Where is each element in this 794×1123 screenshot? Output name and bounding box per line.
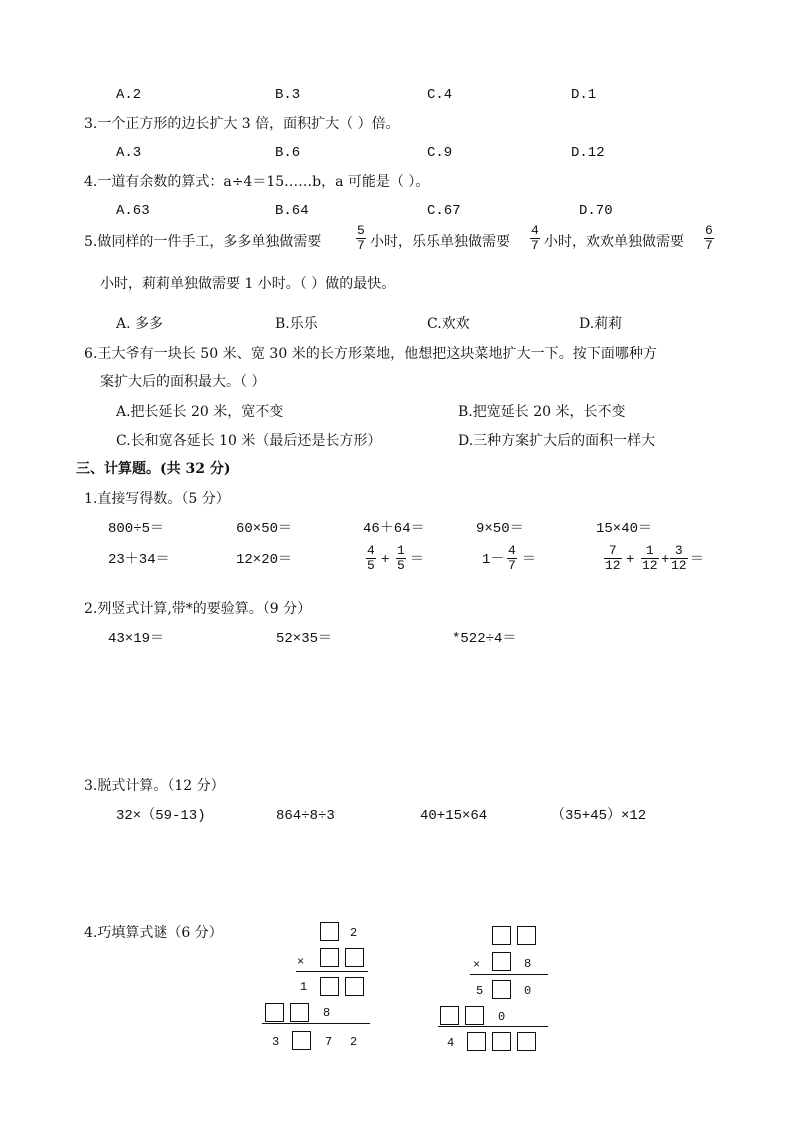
calc10-frac-c-den: 12 (671, 558, 687, 573)
calc10-frac-a (604, 544, 622, 573)
puzzle-left-blank[interactable] (320, 948, 339, 967)
q5-fraction-2-num: 4 (531, 223, 539, 238)
puzzle-left-partial2-digit: 8 (323, 1006, 331, 1020)
calc10-equals: ＝ (690, 552, 704, 568)
q6-option-d: D.三种方案扩大后的面积一样大 (458, 433, 656, 449)
calc9-frac-num: 4 (508, 543, 516, 558)
q3-stem: 3.一个正方形的边长扩大 3 倍，面积扩大（ ）倍。 (84, 116, 400, 132)
puzzle-left-partial1-lead: 1 (300, 980, 308, 994)
stepwise-calc-4: （35+45）×12 (551, 808, 647, 824)
calc10-frac-a-den: 12 (605, 558, 621, 573)
calc10-frac-b-den: 12 (642, 558, 658, 573)
q5-stem-part1: 5.做同样的一件手工，多多单独做需要 (84, 234, 322, 250)
q3-option-b: B.6 (275, 145, 301, 161)
stepwise-calc-3: 40+15×64 (420, 808, 488, 824)
calc8-frac-b-den: 5 (397, 558, 405, 573)
puzzle-left-blank[interactable] (345, 977, 364, 996)
q6-stem-line1: 6.王大爷有一块长 50 米、宽 30 米的长方形菜地，他想把这块菜地扩大一下。按下面哪种方 (84, 346, 658, 362)
part4-title: 4.巧填算式谜（6 分） (84, 925, 223, 941)
calc10-op1: + (626, 552, 635, 568)
stepwise-calc-2: 864÷8÷3 (276, 808, 335, 824)
puzzle-right-partial1-tail: 0 (524, 984, 532, 998)
puzzle-right-blank[interactable] (465, 1006, 484, 1025)
mental-calc-3: 46＋64＝ (363, 521, 425, 537)
calc9-frac-den: 7 (508, 558, 516, 573)
calc10-op2: + (661, 552, 670, 568)
q2-option-d: D.1 (571, 87, 597, 103)
q3-option-c: C.9 (427, 145, 453, 161)
vertical-calc-3: *522÷4＝ (452, 631, 517, 647)
calc8-frac-b-num: 1 (397, 543, 405, 558)
q4-stem: 4.一道有余数的算式：a÷4＝15……b，a 可能是（ ）。 (84, 174, 430, 190)
q6-option-b: B.把宽延长 20 米，长不变 (458, 404, 626, 420)
q5-option-b: B.乐乐 (275, 316, 318, 332)
calc8-op: + (381, 552, 390, 568)
q5-fraction-2-den: 7 (531, 238, 539, 253)
mental-calc-5: 15×40＝ (596, 521, 653, 537)
q5-fraction-3-den: 7 (705, 238, 713, 253)
puzzle-right-result-lead: 4 (447, 1036, 455, 1050)
puzzle-left-times: × (297, 955, 305, 969)
q5-fraction-2 (530, 224, 540, 253)
q5-option-a: A. 多多 (116, 316, 164, 332)
calc9-equals: ＝ (522, 552, 536, 568)
puzzle-left-blank[interactable] (292, 1031, 311, 1050)
puzzle-left-blank[interactable] (320, 977, 339, 996)
mental-calc-7: 12×20＝ (236, 552, 293, 568)
q5-fraction-1-num: 5 (357, 223, 365, 238)
puzzle-left-blank[interactable] (265, 1003, 284, 1022)
puzzle-left-top-digit: 2 (350, 926, 358, 940)
q5-fraction-1 (356, 224, 366, 253)
q6-stem-line2: 案扩大后的面积最大。（ ） (100, 374, 266, 390)
q5-option-c: C.欢欢 (427, 316, 470, 332)
puzzle-left-rule-1 (296, 971, 368, 972)
puzzle-right-rule-1 (470, 974, 548, 975)
puzzle-right-blank[interactable] (492, 926, 511, 945)
q2-option-b: B.3 (275, 87, 301, 103)
puzzle-left-result-2: 7 (325, 1035, 333, 1049)
q5-stem-part2: 小时，乐乐单独做需要 (370, 234, 510, 250)
puzzle-left-blank[interactable] (345, 948, 364, 967)
puzzle-right-mult-digit: 8 (524, 957, 532, 971)
puzzle-right-blank[interactable] (517, 926, 536, 945)
q5-stem-line2: 小时，莉莉单独做需要 1 小时。（ ）做的最快。 (100, 276, 396, 292)
part1-title: 1.直接写得数。（5 分） (84, 491, 230, 507)
calc10-frac-c-num: 3 (674, 543, 683, 558)
calc10-frac-a-num: 7 (608, 543, 617, 558)
q3-option-d: D.12 (571, 145, 605, 161)
mental-calc-1: 800÷5＝ (108, 521, 165, 537)
part2-title: 2.列竖式计算,带*的要验算。（9 分） (84, 601, 312, 617)
q4-option-a: A.63 (116, 203, 150, 219)
q5-option-d: D.莉莉 (579, 316, 623, 332)
calc9-lead: 1－ (482, 552, 505, 568)
section3-title: 三、计算题。(共 32 分) (76, 461, 231, 477)
calc8-frac-a-num: 4 (367, 543, 375, 558)
q5-stem-part3: 小时，欢欢单独做需要 (544, 234, 684, 250)
vertical-calc-2: 52×35＝ (276, 631, 333, 647)
q6-option-a: A.把长延长 20 米，宽不变 (116, 404, 284, 420)
calc10-frac-b (641, 544, 659, 573)
puzzle-right-rule-2 (438, 1026, 548, 1027)
q2-option-a: A.2 (116, 87, 142, 103)
puzzle-right-blank[interactable] (492, 952, 511, 971)
q5-fraction-3-num: 6 (705, 223, 713, 238)
q4-option-b: B.64 (275, 203, 309, 219)
calc8-frac-b (396, 544, 406, 573)
puzzle-right-partial1-lead: 5 (476, 984, 484, 998)
puzzle-left-blank[interactable] (320, 922, 339, 941)
puzzle-right-blank[interactable] (467, 1032, 486, 1051)
mental-calc-4: 9×50＝ (476, 521, 524, 537)
q4-option-d: D.70 (579, 203, 613, 219)
q2-option-c: C.4 (427, 87, 453, 103)
puzzle-left-result-3: 2 (350, 1035, 358, 1049)
mental-calc-6: 23＋34＝ (108, 552, 170, 568)
calc10-frac-b-num: 1 (645, 543, 654, 558)
puzzle-right-blank[interactable] (492, 980, 511, 999)
q3-option-a: A.3 (116, 145, 142, 161)
puzzle-left-result-1: 3 (272, 1035, 280, 1049)
q6-option-c: C.长和宽各延长 10 米（最后还是长方形） (116, 433, 382, 449)
puzzle-right-times: × (473, 958, 481, 972)
vertical-calc-1: 43×19＝ (108, 631, 165, 647)
puzzle-left-blank[interactable] (290, 1003, 309, 1022)
q4-option-c: C.67 (427, 203, 461, 219)
mental-calc-2: 60×50＝ (236, 521, 293, 537)
calc9-frac (507, 544, 517, 573)
q5-fraction-3 (704, 224, 714, 253)
puzzle-right-blank[interactable] (440, 1006, 459, 1025)
calc8-equals: ＝ (410, 552, 424, 568)
puzzle-right-blank[interactable] (517, 1032, 536, 1051)
calc8-frac-a (366, 544, 376, 573)
puzzle-left-rule-2 (262, 1023, 370, 1024)
puzzle-right-partial2-digit: 0 (498, 1010, 506, 1024)
part3-title: 3.脱式计算。（12 分） (84, 778, 225, 794)
calc10-frac-c (670, 544, 688, 573)
q5-fraction-1-den: 7 (357, 238, 365, 253)
calc8-frac-a-den: 5 (367, 558, 375, 573)
puzzle-right-blank[interactable] (492, 1032, 511, 1051)
stepwise-calc-1: 32×（59-13) (116, 808, 206, 824)
